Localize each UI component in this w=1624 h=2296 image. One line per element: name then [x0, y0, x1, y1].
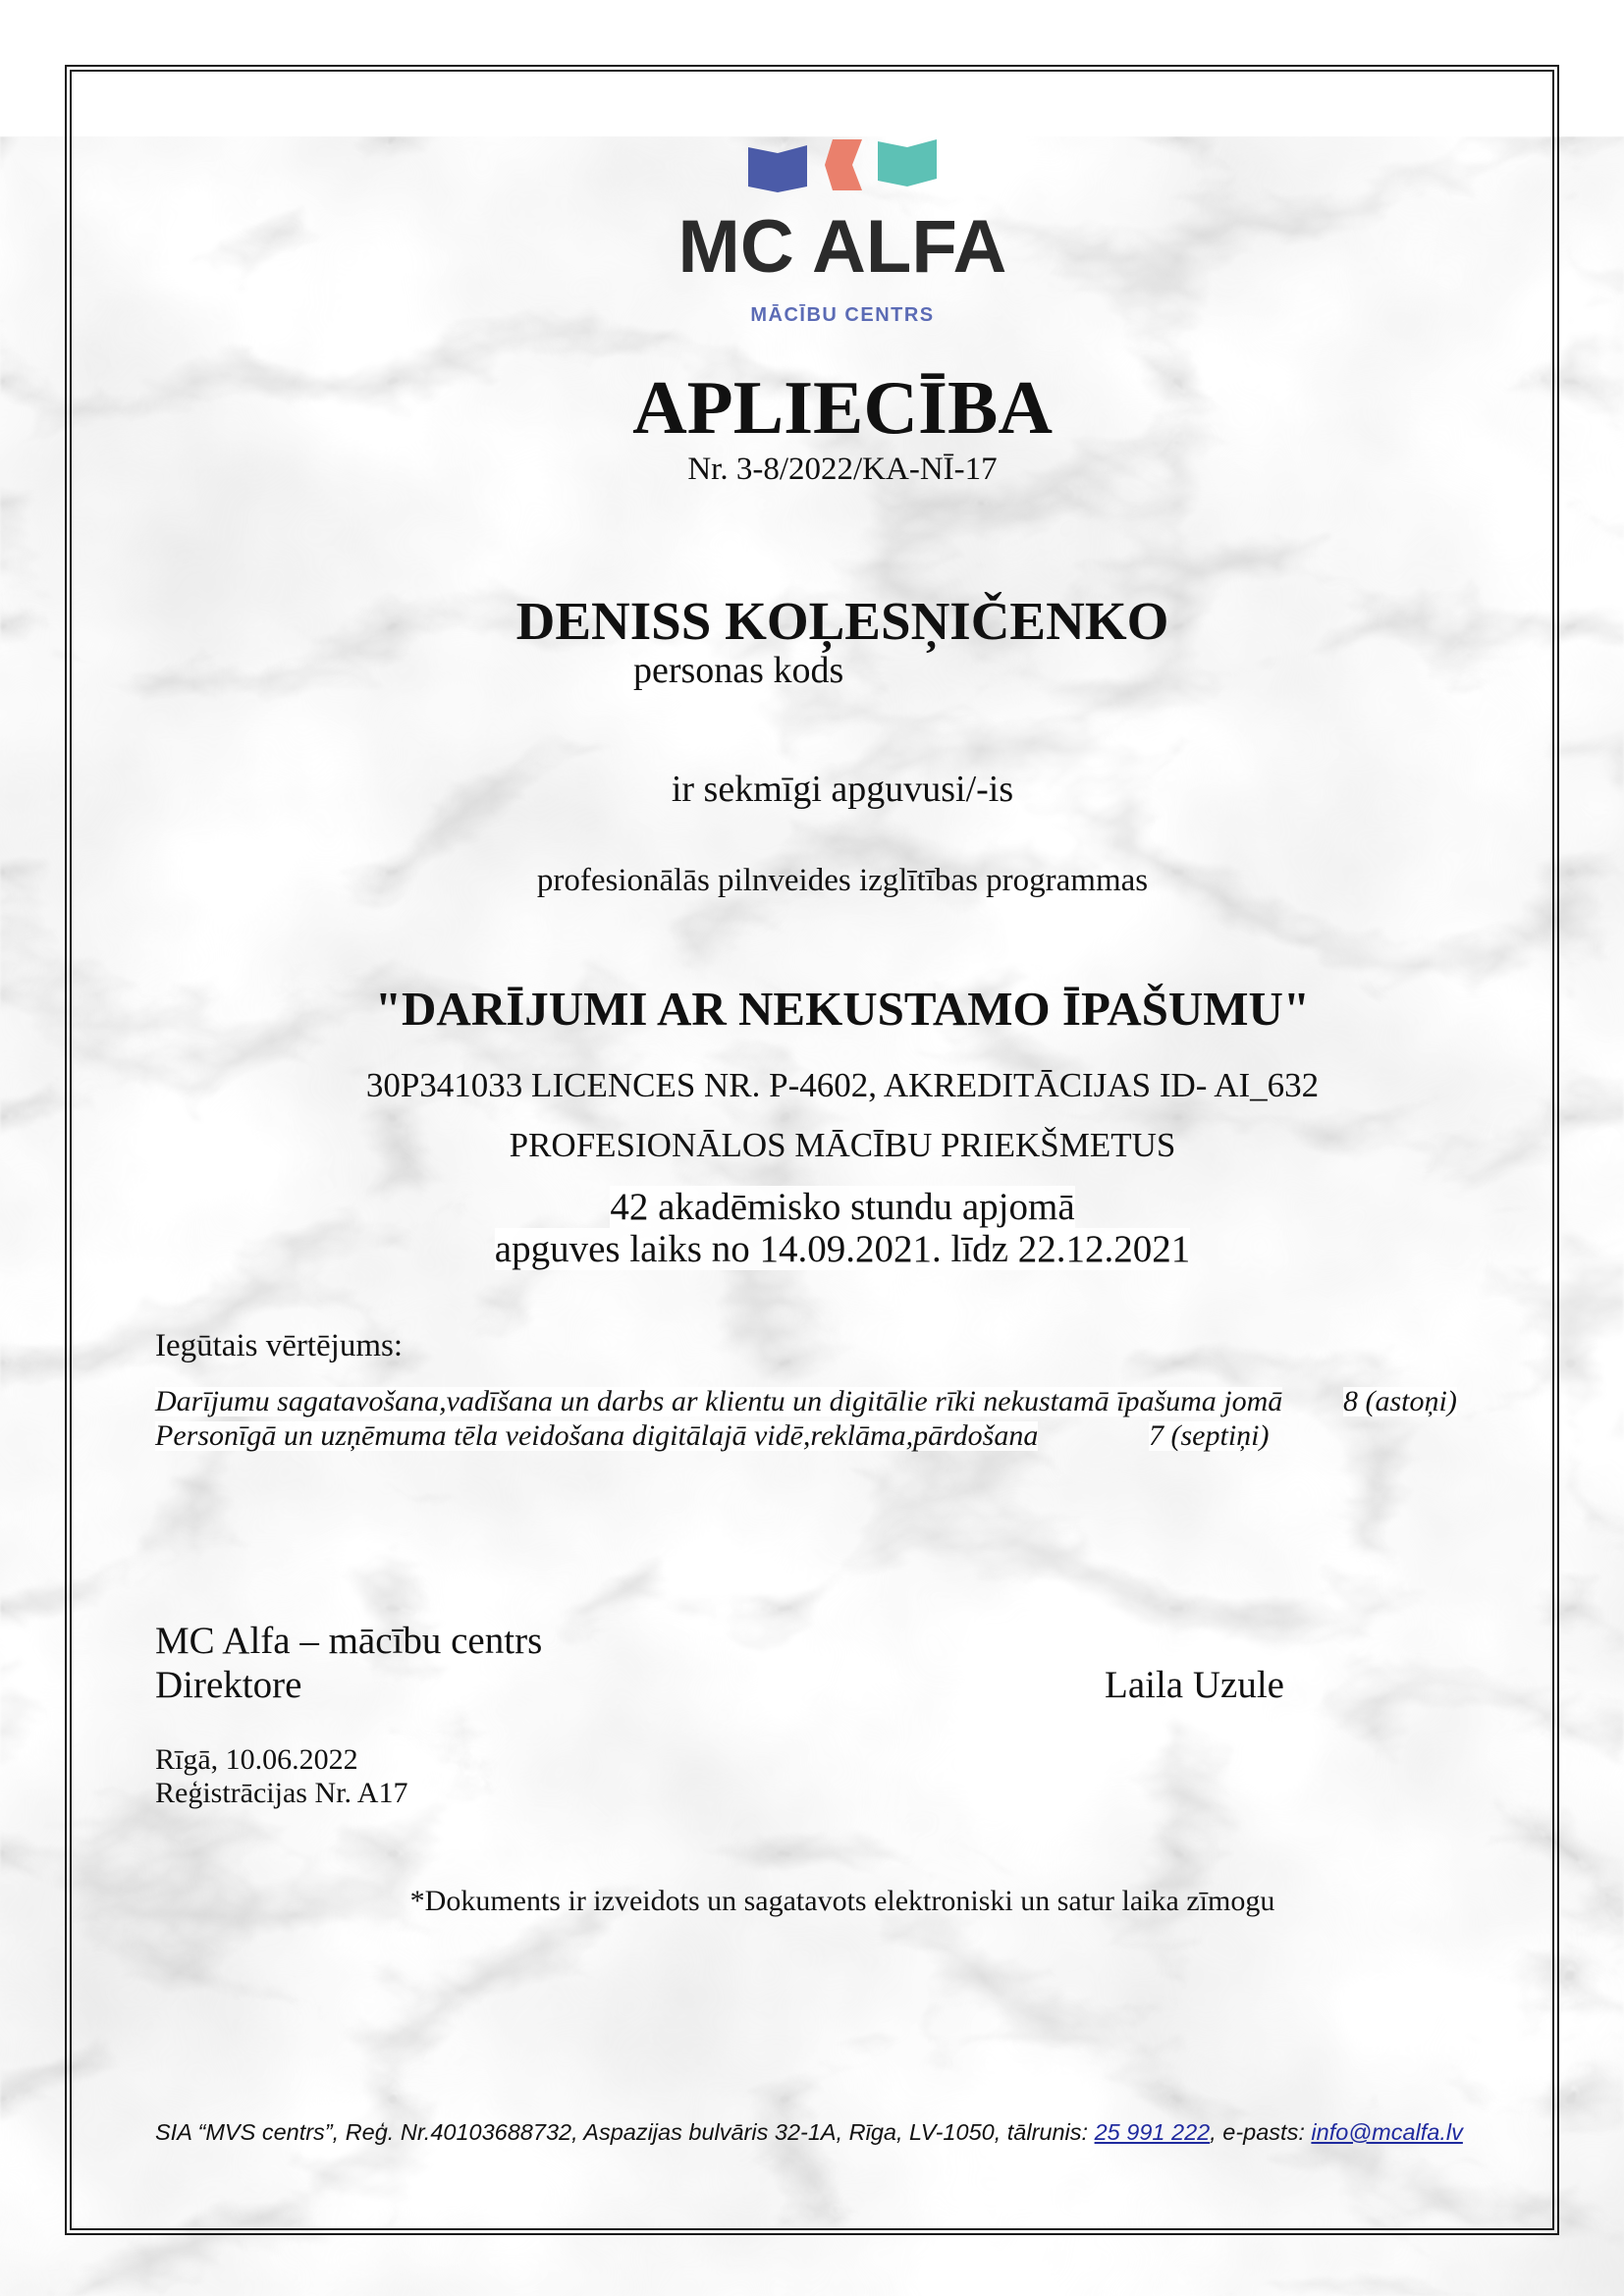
footer-email-link[interactable]: info@mcalfa.lv [1311, 2119, 1463, 2145]
grade-subject: Personīgā un uzņēmuma tēla veidošana digitālajā vidē,reklāma,pārdošana [155, 1419, 1039, 1452]
grade-row [0, 1387, 1624, 1418]
recipient-name: DENISS KOĻESŅIČENKO [515, 591, 1169, 651]
signatory-role: Direktore [155, 1664, 302, 1706]
grade-value: 8 (astoņi) [1343, 1385, 1457, 1417]
program-period: apguves laiks no 14.09.2021. līdz 22.12.2021 [494, 1228, 1191, 1270]
footer-company: SIA “MVS centrs”, Reģ. Nr.40103688732, Aspazijas bulvāris 32-1A, Rīga, LV-1050, tālrunis: [155, 2119, 1095, 2145]
personal-code-label: personas kods [633, 650, 844, 691]
signatory-organization: MC Alfa – mācību centrs [155, 1620, 543, 1662]
issue-place-date: Rīgā, 10.06.2022 [155, 1743, 358, 1776]
footer-email-label: , e-pasts: [1210, 2119, 1312, 2145]
electronic-document-note: *Dokuments ir izveidots un sagatavots elektroniski un satur laika zīmogu [409, 1885, 1275, 1917]
grade-row [0, 1421, 1624, 1453]
signatory-name: Laila Uzule [1105, 1664, 1284, 1706]
program-hours-line [61, 1188, 1624, 1226]
footer-phone-link[interactable]: 25 991 222 [1094, 2119, 1211, 2145]
certificate-title: APLIECĪBA [632, 365, 1053, 450]
blue-book-icon [748, 145, 807, 192]
logo-name: MC ALFA [677, 205, 1007, 289]
certificate-number: Nr. 3-8/2022/KA-NĪ-17 [687, 452, 998, 487]
program-type: profesionālās pilnveides izglītības programmas [536, 863, 1149, 898]
grade-value: 7 (septiņi) [1149, 1419, 1270, 1452]
program-period-line [61, 1230, 1624, 1268]
teal-book-icon [878, 139, 937, 187]
grade-subject: Darījumu sagatavošana,vadīšana un darbs ar klientu un digitālie rīki nekustamā īpašuma jomā [155, 1385, 1283, 1417]
program-hours: 42 akadēmisko stundu apjomā [610, 1186, 1075, 1228]
footer-contacts [155, 2121, 1463, 2145]
grades-label: Iegūtais vērtējums: [155, 1328, 404, 1363]
logo-mark [746, 137, 939, 192]
salmon-ribbon-icon [825, 139, 862, 190]
program-license: 30P341033 LICENCES NR. P-4602, AKREDITĀCIJAS ID- AI_632 [365, 1066, 1320, 1104]
registration-number: Reģistrācijas Nr. A17 [155, 1777, 408, 1809]
program-title: "DARĪJUMI AR NEKUSTAMO ĪPAŠUMU" [374, 982, 1311, 1036]
logo-tagline: MĀCĪBU CENTRS [750, 304, 935, 326]
program-subjects: PROFESIONĀLOS MĀCĪBU PRIEKŠMETUS [509, 1126, 1176, 1164]
completion-statement: ir sekmīgi apguvusi/-is [671, 769, 1014, 810]
